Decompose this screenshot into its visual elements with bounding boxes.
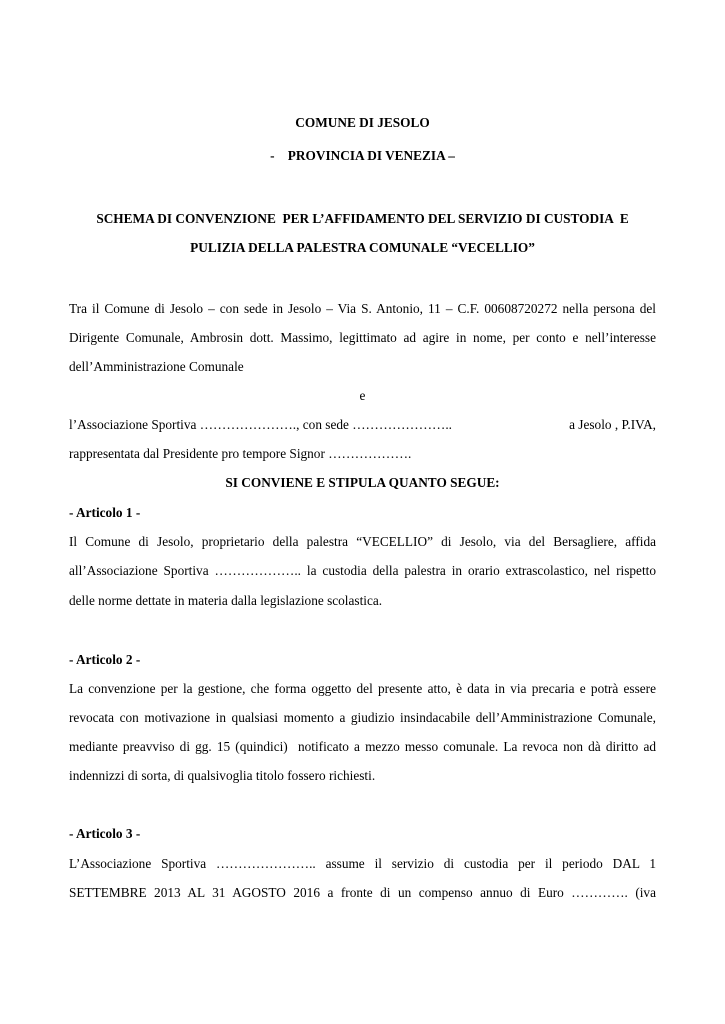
- document-title: COMUNE DI JESOLO: [295, 115, 430, 130]
- article-1-heading: - Articolo 1 -: [69, 505, 141, 520]
- parties-text-line3: dell’Amministrazione Comunale: [69, 359, 244, 374]
- article-3-line1: L’Associazione Sportiva ………………….. assume il servizio di custodia per il periodo DAL 1: [69, 856, 656, 871]
- schema-title-line2: PULIZIA DELLA PALESTRA COMUNALE “VECELLIO”: [190, 240, 535, 255]
- article-3-line2: SETTEMBRE 2013 AL 31 AGOSTO 2016 a fronte di un compenso annuo di Euro …………. (iva: [69, 885, 656, 900]
- parties-text-line1: Tra il Comune di Jesolo – con sede in Jesolo – Via S. Antonio, 11 – C.F. 00608720272 nella persona del: [69, 301, 656, 316]
- article-2-heading: - Articolo 2 -: [69, 652, 141, 667]
- article-2-line1: La convenzione per la gestione, che forma oggetto del presente atto, è data in via precaria e potrà essere: [69, 681, 656, 696]
- association-left-text: l’Associazione Sportiva …………………., con sede …………………..: [69, 417, 452, 432]
- schema-title-line1: SCHEMA DI CONVENZIONE PER L’AFFIDAMENTO DEL SERVIZIO DI CUSTODIA E: [96, 211, 629, 226]
- parties-and: e: [359, 388, 366, 403]
- article-2-line3: mediante preavviso di gg. 15 (quindici) notificato a mezzo messo comunale. La revoca non dà diritto ad: [69, 739, 656, 754]
- representative-line: rappresentata dal Presidente pro tempore Signor ……………….: [69, 446, 412, 461]
- parties-text-line2: Dirigente Comunale, Ambrosin dott. Massimo, legittimato ad agire in nome, per conto e nell’interesse: [69, 330, 656, 345]
- article-1-line3: delle norme dettate in materia dalla legislazione scolastica.: [69, 593, 383, 608]
- article-2-line4: indennizzi di sorta, di qualsivoglia titolo fossero richiesti.: [69, 768, 376, 783]
- association-row: [69, 417, 656, 433]
- association-right-text: a Jesolo , P.IVA,: [569, 417, 656, 432]
- agreement-heading: SI CONVIENE E STIPULA QUANTO SEGUE:: [225, 475, 500, 490]
- article-2-line2: revocata con motivazione in qualsiasi momento a giudizio insindacabile dell’Amministrazione Comunale,: [69, 710, 656, 725]
- document-subtitle: - PROVINCIA DI VENEZIA –: [270, 148, 455, 163]
- article-1-line2: all’Associazione Sportiva ……………….. la custodia della palestra in orario extrascolastico, nel rispetto: [69, 563, 656, 578]
- article-3-heading: - Articolo 3 -: [69, 826, 141, 841]
- article-1-line1: Il Comune di Jesolo, proprietario della palestra “VECELLIO” di Jesolo, via del Bersagliere, affida: [69, 534, 656, 549]
